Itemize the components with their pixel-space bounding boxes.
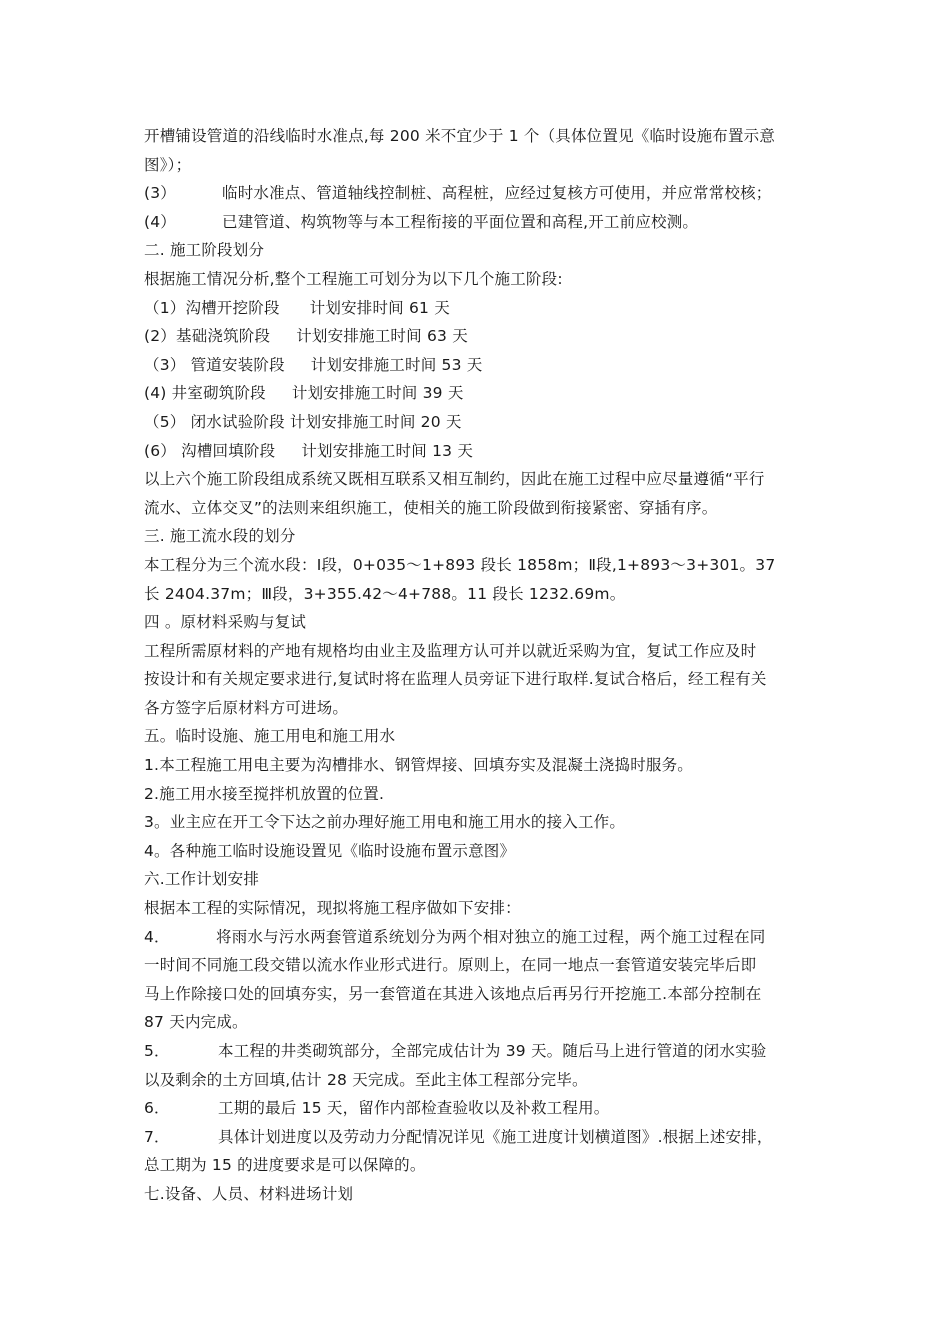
item-number: (3） [144, 184, 177, 203]
section-heading: 五。临时设施、施工用电和施工用水 [144, 727, 396, 746]
numbered-item [144, 208, 814, 237]
paragraph-line: 按设计和有关规定要求进行,复试时将在监理人员旁证下进行取样.复试合格后，经工程有关 [144, 670, 767, 689]
section-heading: 四 。原材料采购与复试 [144, 613, 307, 632]
stage-duration: 计划安排施工时间 63 天 [296, 327, 468, 346]
item-text: 将雨水与污水两套管道系统划分为两个相对独立的施工过程，两个施工过程在同 [216, 927, 766, 946]
item-text: 已建管道、构筑物等与本工程衔接的平面位置和高程,开工前应校测。 [222, 212, 699, 231]
stage-item: （5） 闭水试验阶段 计划安排施工时间 20 天 [144, 412, 462, 431]
paragraph-line: 以上六个施工阶段组成系统又既相互联系又相互制约，因此在施工过程中应尽量遵循“平行 [144, 470, 765, 489]
stage-duration: 计划安排施工时间 39 天 [291, 384, 464, 403]
item-number: 7． [144, 1127, 170, 1146]
paragraph-line: 87 天内完成。 [144, 1013, 248, 1032]
paragraph-line: 根据本工程的实际情况，现拟将施工程序做如下安排： [144, 899, 521, 918]
paragraph-line: 马上作除接口处的回填夯实，另一套管道在其进入该地点后再另行开挖施工.本部分控制在 [144, 984, 762, 1003]
section-heading: 三. 施工流水段的划分 [144, 527, 296, 546]
item-number: 4． [144, 927, 170, 946]
paragraph-line: 长 2404.37m；Ⅲ段，3+355.42～4+788。11 段长 1232.69m。 [144, 584, 626, 603]
paragraph-line: 开槽铺设管道的沿线临时水准点,每 200 米不宜少于 1 个（具体位置见《临时设施布置示意 [144, 127, 776, 145]
paragraph-line: 本工程分为三个流水段：Ⅰ段，0+035～1+893 段长 1858m；Ⅱ段,1+893～3+301。37 [144, 555, 776, 574]
stage-name: （3） 管道安装阶段 [144, 355, 285, 374]
paragraph-line: 图》）； [144, 155, 192, 174]
numbered-item [144, 1123, 814, 1152]
section-heading: 七.设备、人员、材料进场计划 [144, 1184, 354, 1203]
paragraph-line: 工程所需原材料的产地有规格均由业主及监理方认可并以就近采购为宜，复试工作应及时 [144, 641, 757, 660]
stage-name: (2）基础浇筑阶段 [144, 327, 271, 346]
stage-name: （1）沟槽开挖阶段 [144, 298, 280, 317]
item-text: 本工程的井类砌筑部分，全部完成估计为 39 天。随后马上进行管道的闭水实验 [218, 1042, 767, 1060]
stage-name: (4) 井室砌筑阶段 [144, 384, 266, 403]
paragraph-line: 流水、立体交叉”的法则来组织施工，使相关的施工阶段做到衔接紧密、穿插有序。 [144, 498, 718, 517]
numbered-item [144, 923, 814, 952]
item-text: 临时水准点、管道轴线控制桩、高程桩，应经过复核方可使用，并应常常校核； [222, 184, 772, 203]
paragraph-line: 以及剩余的土方回填,估计 28 天完成。至此主体工程部分完毕。 [144, 1070, 588, 1089]
section-heading: 六.工作计划安排 [144, 870, 260, 889]
stage-duration: 计划安排施工时间 13 天 [301, 441, 474, 460]
paragraph-line: 一时间不同施工段交错以流水作业形式进行。原则上，在同一地点一套管道安装完毕后即 [144, 956, 757, 975]
item-text: 工期的最后 15 天，留作内部检查验收以及补救工程用。 [218, 1099, 610, 1118]
paragraph-line: 总工期为 15 的进度要求是可以保障的。 [144, 1156, 426, 1175]
item-number: 5． [144, 1042, 170, 1060]
numbered-item [144, 1094, 814, 1123]
stage-item [144, 294, 814, 323]
paragraph-line: 根据施工情况分析,整个工程施工可划分为以下几个施工阶段: [144, 269, 563, 288]
stage-duration: 计划安排时间 61 天 [309, 298, 450, 317]
list-item: 3。业主应在开工令下达之前办理好施工用电和施工用水的接入工作。 [144, 813, 626, 832]
stage-item [144, 379, 814, 408]
stage-item [144, 322, 814, 351]
numbered-item [144, 179, 814, 208]
section-heading: 二. 施工阶段划分 [144, 241, 265, 260]
list-item: 4。各种施工临时设施设置见《临时设施布置示意图》 [144, 841, 516, 860]
document-body [144, 122, 814, 1209]
numbered-item [144, 1037, 814, 1066]
item-number: 6． [144, 1099, 170, 1118]
stage-item [144, 351, 814, 380]
stage-duration: 计划安排施工时间 53 天 [310, 355, 483, 374]
list-item: 1.本工程施工用电主要为沟槽排水、钢管焊接、回填夯实及混凝土浇捣时服务。 [144, 756, 693, 775]
paragraph-line: 各方签字后原材料方可进场。 [144, 698, 349, 717]
item-text: 具体计划进度以及劳动力分配情况详见《施工进度计划横道图》.根据上述安排， [218, 1127, 773, 1146]
list-item: 2.施工用水接至搅拌机放置的位置. [144, 784, 385, 803]
item-number: (4） [144, 212, 177, 231]
stage-item [144, 437, 814, 466]
stage-name: (6） 沟槽回填阶段 [144, 441, 276, 460]
